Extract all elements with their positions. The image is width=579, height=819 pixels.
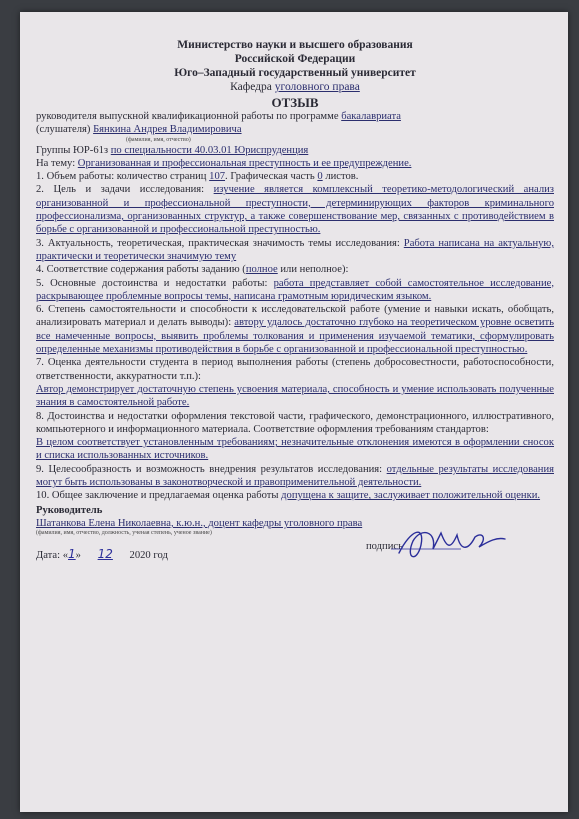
student-name: Бянкина Андрея Владимировича [93,124,242,136]
item-4-label-2: или неполное): [277,264,349,276]
item-3-answer: Работа написана на актуальную, практически и теоретически значимую тему [36,237,554,262]
item-8-answer: В целом соответствует установленным требованиям; незначительные отклонения имеются в оформлении сносок и списка использованных источников. [36,437,554,462]
department-name: уголовного права [274,81,360,93]
item-5 [36,277,554,304]
specialty-value: по специальности 40.03.01 Юриспруденция [110,144,309,156]
item-10-answer: допущена к защите, заслуживает положительной оценки. [281,490,541,502]
item-3-label: 3. Актуальность, теоретическая, практическая значимость темы исследования: [36,237,404,249]
date-signature-row [36,537,554,565]
signature-label: подпись [366,541,403,553]
supervisor-name: Шатанкова Елена Николаевна, к.ю.н., доцент кафедры уголовного права [36,517,363,529]
item-3 [36,237,554,264]
ministry-line: Министерство науки и высшего образования [177,39,413,51]
item-6 [36,303,554,356]
document-sheet [20,12,568,812]
student-prefix: (слушателя) [36,124,94,136]
handwritten-signature [391,519,511,567]
item-5-label: 5. Основные достоинства и недостатки работы: [36,277,274,289]
item-7-answer: Автор демонстрирует достаточную степень усвоения материала, способность и умение использовать полученные знания в самостоятельной работе. [36,383,554,409]
item-6-label: 6. Степень самостоятельности и способности к исследовательской работе (умение и навыки искать, обобщать, анализировать материал и делать выводы): [36,304,554,329]
student-line [36,123,554,136]
item-6-answer: автору удалось достаточно глубоко на теоретическом уровне осветить все намеченные вопросы, выявить проблемы толкования и применения изучаемой тематики, сформулировать определенные механизмы противодействия в борьбе с организованной и профессиональной преступностью. [36,317,554,356]
item-7 [36,356,554,383]
university-line: Юго–Западный государственный университет [174,67,416,79]
item-8-answer-line [36,436,554,463]
item-5-answer: работа представляет собой самостоятельное исследование, раскрывающее проблемные вопросы темы, написана грамотным юридическим языком. [36,277,554,302]
date-year: 2020 год [126,550,168,562]
item-1-text: 1. Объем работы: количество страниц [36,171,210,183]
intro-line [36,110,554,123]
department-prefix: Кафедра [230,81,275,93]
student-hint: (фамилия, имя, отчество) [126,136,191,143]
topic-label: На тему: [36,157,78,169]
item-10 [36,489,554,502]
date-day: 1 [68,547,76,562]
supervisor-label: Руководитель [36,504,103,516]
graphic-count: 0 [317,171,323,183]
country-line: Российской Федерации [234,53,356,65]
supervisor-hint: (фамилия, имя, отчество, должность, ученая степень, ученое звание) [36,530,212,537]
date-line [36,547,168,561]
date-mid: » [75,550,84,562]
item-9 [36,463,554,490]
group-line [36,144,554,157]
document-body [36,38,554,565]
item-9-label: 9. Целесообразность и возможность внедрения результатов исследования: [36,463,387,475]
item-9-answer: отдельные результаты исследования могут быть использованы в законотворческой и правоприменительной деятельности. [36,463,554,489]
item-2-answer: изучение является комплексный теоретико-методологический анализ организованной и профессиональной преступности, детерминирующих факторов криминального профессионализма, организованных структур, а также совершенствование мер, связанных с противодействием в борьбе с организованной и профессиональной преступностью. [36,184,554,236]
pages-count: 107 [209,171,226,183]
item-4 [36,263,554,276]
topic-value: Организованная и профессиональная преступность и ее предупреждение. [77,157,412,169]
topic-line [36,157,554,170]
item-10-label: 10. Общее заключение и предлагаемая оценка работы [36,490,282,502]
item-2 [36,183,554,236]
item-4-answer: полное [245,264,278,276]
date-month: 12 [97,547,113,562]
intro-text: руководителя выпускной квалификационной работы по программе [36,111,342,122]
item-4-label: 4. Соответствие содержания работы заданию ( [36,264,246,276]
item-2-label: 2. Цель и задачи исследования: [36,184,214,196]
date-label: Дата: « [36,550,69,562]
department-line [36,80,554,94]
item-7-answer-line [36,383,554,410]
item-1-text-2: . Графическая часть [225,171,318,183]
group-text: Группы ЮР-61з [36,144,111,156]
item-1 [36,170,554,183]
item-7-label: 7. Оценка деятельности студента в период выполнения работы (степень добросовестности, работоспособности, ответственности, аккуратности т.п.): [36,357,554,382]
program-value: бакалавриата [341,111,401,122]
item-1-text-3: листов. [322,171,359,183]
item-8-label: 8. Достоинства и недостатки оформления текстовой части, графического, демонстрационного, иллюстративного, компьютерного и информационного материала. Соответствие оформления требованиям стандартов: [36,410,554,435]
item-8 [36,410,554,437]
document-title: ОТЗЫВ [271,95,319,110]
